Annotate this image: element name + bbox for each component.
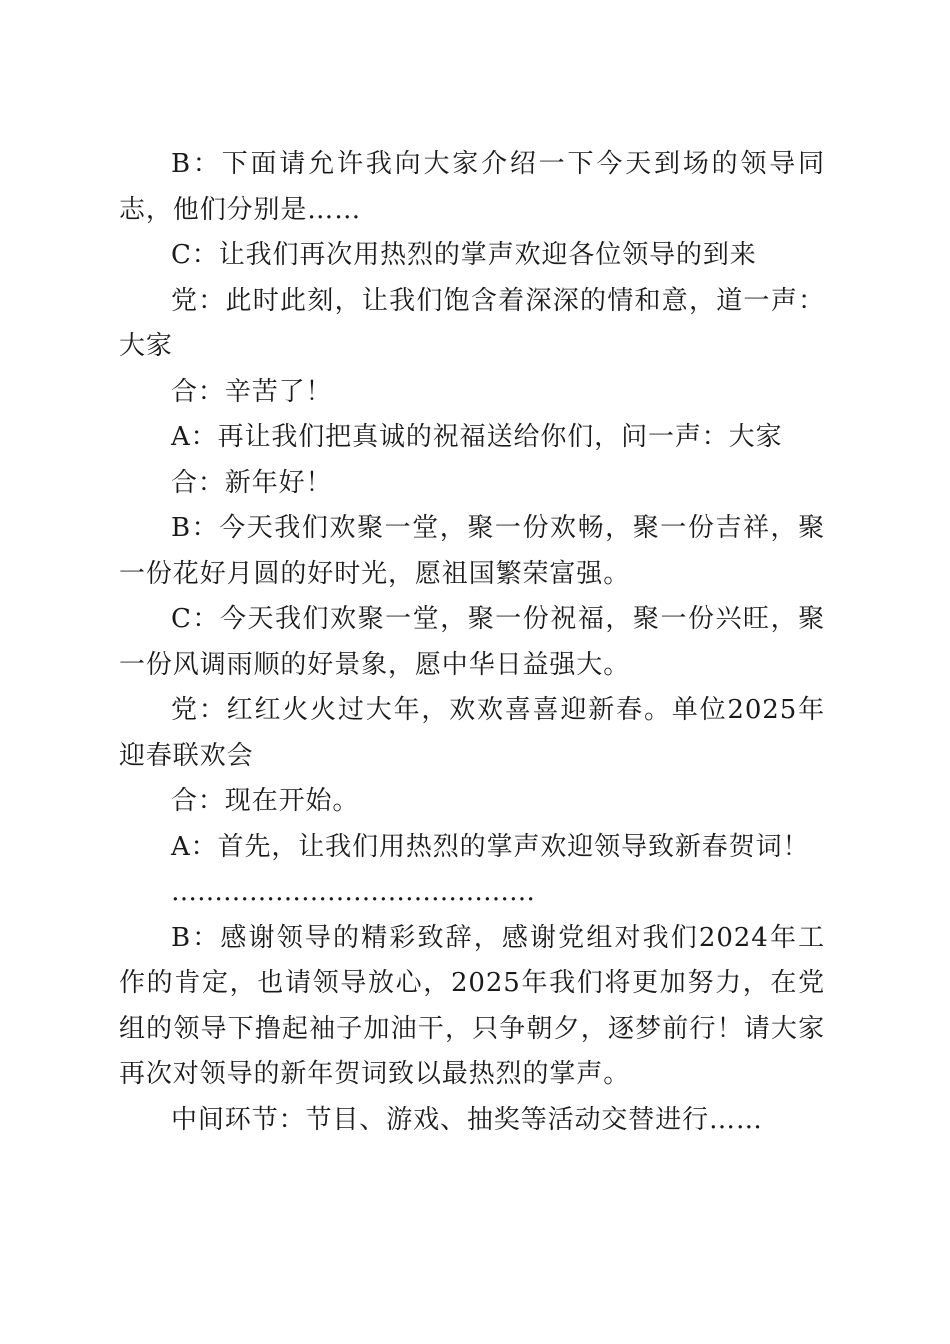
paragraph-dang-greeting: 党：此时此刻，让我们饱含着深深的情和意，道一声：大家 [119, 285, 825, 361]
paragraph-he-thanks: 合：辛苦了！ [171, 376, 333, 407]
paragraph-dang-gala-title: 党：红红火火过大年，欢欢喜喜迎新春。单位2025年迎春联欢会 [119, 695, 825, 771]
paragraph-c-welcome-applause: C：让我们再次用热烈的掌声欢迎各位领导的到来 [171, 240, 757, 270]
paragraph-a-leader-speech: A：首先，让我们用热烈的掌声欢迎领导致新春贺词！ [171, 831, 810, 862]
paragraph-b-thanks-speech: B：感谢领导的精彩致辞，感谢党组对我们2024年工作的肯定，也请领导放心，2025年我们将更加努力，在党组的领导下撸起袖子加油干，只争朝夕，逐梦前行！请大家再次对领导的新年贺词致以最热烈的掌声。 [119, 922, 825, 1089]
paragraph-b-introduce-leaders: B：下面请允许我向大家介绍一下今天到场的领导同志，他们分别是…… [119, 149, 825, 225]
paragraph-he-start: 合：现在开始。 [171, 786, 360, 816]
paragraph-c-gathering: C：今天我们欢聚一堂，聚一份祝福，聚一份兴旺，聚一份风调雨顺的好景象，愿中华日益强大。 [119, 604, 825, 680]
paragraph-he-new-year: 合：新年好！ [171, 467, 333, 498]
paragraph-b-gathering: B：今天我们欢聚一堂，聚一份欢畅，聚一份吉祥，聚一份花好月圆的好时光，愿祖国繁荣富强。 [119, 513, 825, 589]
ellipsis-divider: …………………………………… [171, 877, 535, 907]
document-body [119, 142, 825, 1143]
paragraph-a-blessing: A：再让我们把真诚的祝福送给你们，问一声：大家 [171, 422, 783, 452]
paragraph-middle-segment: 中间环节：节目、游戏、抽奖等活动交替进行…… [171, 1104, 763, 1135]
